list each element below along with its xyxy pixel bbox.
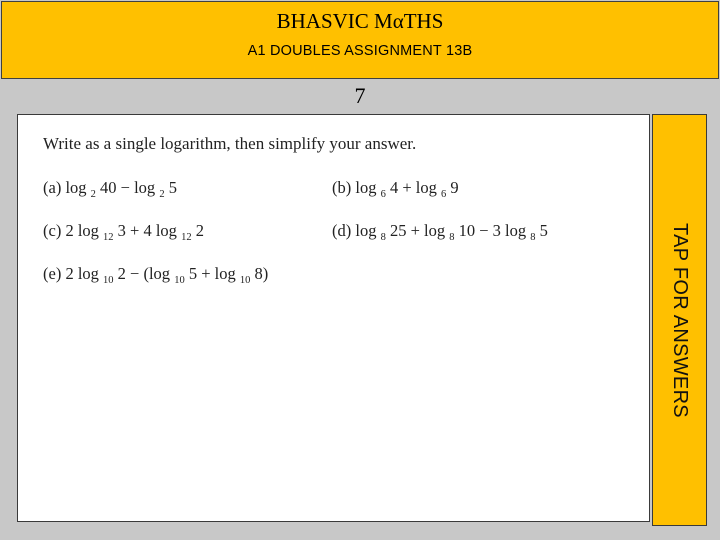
question-part-b <box>332 178 459 201</box>
log-base: 8 <box>380 232 386 243</box>
question-part-c <box>43 221 204 244</box>
expr-text: 5 + log <box>188 264 236 283</box>
log-base: 12 <box>181 232 192 243</box>
expr-text: 2 − (log <box>117 264 171 283</box>
expr-text: 3 + 4 log <box>117 221 177 240</box>
question-part-d <box>332 221 548 244</box>
part-label: (d) <box>332 221 352 240</box>
log-base: 8 <box>449 232 455 243</box>
expr-text: 5 <box>168 178 177 197</box>
log-base: 6 <box>380 189 386 200</box>
log-base: 2 <box>159 189 165 200</box>
log-base: 10 <box>174 275 185 286</box>
log-base: 6 <box>440 189 447 200</box>
expr-text: 4 + log <box>389 178 437 197</box>
expr-text: 2 log <box>65 264 99 283</box>
expr-text: 2 log <box>65 221 99 240</box>
part-label: (a) <box>43 178 62 197</box>
part-label: (e) <box>43 264 62 283</box>
log-base: 10 <box>239 275 251 286</box>
question-part-a <box>43 178 177 201</box>
question-part-e <box>43 264 268 287</box>
tap-for-answers-button[interactable] <box>652 114 707 526</box>
page-subtitle: A1 DOUBLES ASSIGNMENT 13B <box>247 43 473 59</box>
expr-text: log <box>355 178 377 197</box>
expr-text: 5 <box>539 221 548 240</box>
instruction-text: Write as a single logarithm, then simplify your answer. <box>43 134 417 153</box>
expr-text: log <box>65 178 87 197</box>
part-label: (b) <box>332 178 352 197</box>
header-banner <box>1 1 719 79</box>
expr-text: 40 − log <box>100 178 156 197</box>
expr-text: 2 <box>195 221 204 240</box>
log-base: 2 <box>90 189 96 200</box>
page-title: BHASVIC MαTHS <box>276 9 444 33</box>
log-base: 12 <box>103 232 114 243</box>
question-number: 7 <box>354 83 366 108</box>
expr-text: 25 + log <box>389 221 446 240</box>
log-base: 8 <box>530 232 536 243</box>
expr-text: 10 − 3 log <box>458 221 527 240</box>
question-panel <box>17 114 650 522</box>
expr-text: 9 <box>450 178 459 197</box>
log-base: 10 <box>103 275 114 286</box>
expr-text: 8) <box>254 264 269 283</box>
answers-button-label: TAP FOR ANSWERS <box>669 222 691 418</box>
expr-text: log <box>355 221 377 240</box>
part-label: (c) <box>43 221 62 240</box>
